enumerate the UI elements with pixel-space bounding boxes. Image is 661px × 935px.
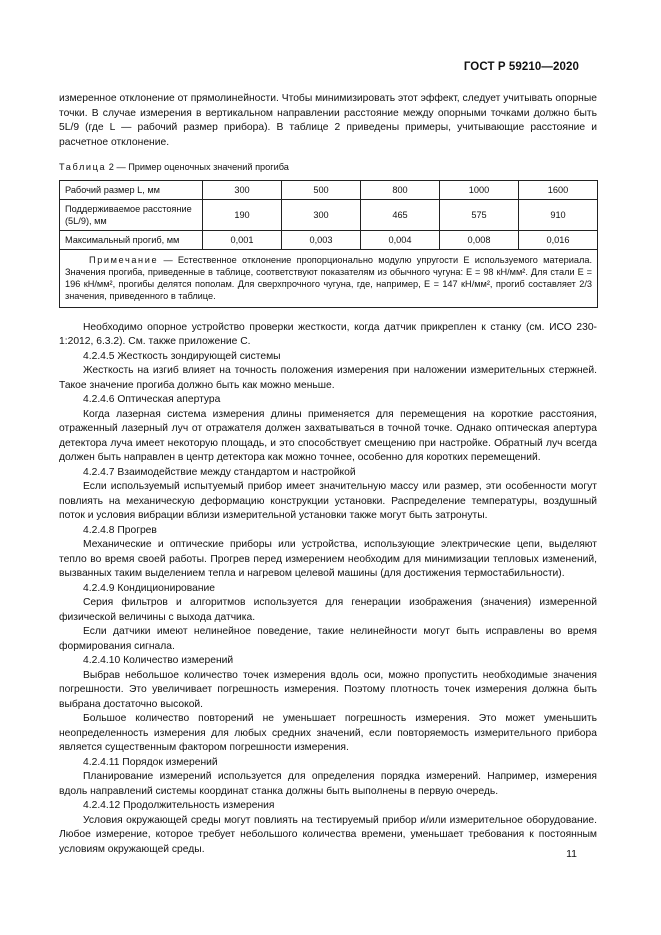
section-heading-4-2-4-12: 4.2.4.12 Продолжительность измерения [83, 800, 275, 812]
body-paragraph: Серия фильтров и алгоритмов используется для генерации изображения (значения) измеренной физической величины с выхода датчика. [59, 597, 597, 623]
body-paragraph: Большое количество повторений не уменьшает погрешность измерения. Это может уменьшить неопределенность измерения для любых средних значений, если повторяемость измерительного прибора является существенным фактором погрешности измерения. [59, 713, 597, 754]
section-heading-4-2-4-7: 4.2.4.7 Взаимодействие между стандартом и настройкой [83, 466, 356, 478]
table-note-text: — Естественное отклонение пропорционально модулю упругости E используемого материала. Значения прогиба, приведенные в таблице, соответствуют показателям из обычного чугуна: E = 98 кН/мм². Для стали E = 196 кН/мм², прогибы делятся пополам. Для сверхпрочного чугуна, где, например, E = 147 кН/мм², прогиб составляет 2/3 значения, приведенного в таблице. [65, 254, 592, 302]
table-note-label: Примечание [89, 254, 159, 265]
table-cell: 500 [282, 180, 361, 199]
table-row [60, 230, 598, 249]
body-paragraph: Выбрав небольшое количество точек измерения вдоль оси, можно пропустить необходимые значения погрешности. Это увеличивает погрешность измерения. Поэтому плотность точек измерения должна быть выбрана достаточно высокой. [59, 669, 597, 710]
document-id-header: ГОСТ Р 59210—2020 [463, 61, 579, 73]
row-header-max-deflection: Максимальный прогиб, мм [60, 230, 203, 249]
table-cell: 300 [282, 199, 361, 230]
section-heading-4-2-4-9: 4.2.4.9 Кондиционирование [83, 582, 216, 594]
section-heading-4-2-4-5: 4.2.4.5 Жесткость зондирующей системы [83, 350, 281, 362]
section-heading-4-2-4-8: 4.2.4.8 Прогрев [83, 524, 157, 536]
table-cell: 800 [361, 180, 440, 199]
table-cell: 0,016 [519, 230, 598, 249]
table-row [60, 180, 598, 199]
table-cell: 0,003 [282, 230, 361, 249]
section-heading-4-2-4-6: 4.2.4.6 Оптическая апертура [83, 394, 221, 406]
table-row [60, 199, 598, 230]
body-paragraph: Необходимо опорное устройство проверки жесткости, когда датчик прикреплен к станку (см. ИСО 230-1:2012, 6.3.2). См. также приложение С. [59, 321, 597, 348]
body-paragraph: Условия окружающей среды могут повлиять на тестируемый прибор и/или измерительное оборудование. Любое измерение, которое требует небольшого количества времени, уменьшает требования к постоянным условиям окружающей среды. [59, 814, 597, 855]
table-cell: 0,001 [203, 230, 282, 249]
body-paragraph: Если датчики имеют нелинейное поведение, такие нелинейности могут быть исправлены во время формирования сигнала. [59, 626, 597, 652]
table-cell: 575 [440, 199, 519, 230]
body-paragraph: Механические и оптические приборы или устройства, использующие электрические цепи, выделяют тепло во время своей работы. Прогрев перед измерением необходим для минимизации тепловых изменений, вызванных таким выделением тепла и нагревом целевой машины (для достижения термостабильности). [59, 539, 597, 580]
table-cell: 0,008 [440, 230, 519, 249]
section-heading-4-2-4-11: 4.2.4.11 Порядок измерений [83, 756, 218, 768]
table-caption-label: Таблица [59, 162, 107, 172]
table-cell: 465 [361, 199, 440, 230]
table-cell: 1000 [440, 180, 519, 199]
page-number: 11 [566, 848, 577, 860]
table-cell: 0,004 [361, 230, 440, 249]
intro-paragraph: измеренное отклонение от прямолинейности. Чтобы минимизировать этот эффект, следует учитывать опорные точки. В случае измерения в вертикальном направлении расстояние между опорными точками должно быть 5L/9 (где L — рабочий размер прибора). В таблице 2 приведены примеры, учитывающие расстояние и расчетное отклонение. [59, 93, 597, 148]
body-paragraph: Когда лазерная система измерения длины применяется для перемещения на короткие расстояния, отраженный лазерный луч от отражателя должен захватываться в точной точке. Однако оптическая апертура детектора луча имеет некоторую площадь, и это способствует смещению при настройке. Обратный луч всегда должен быть направлен в центр детектора как можно точнее, особенно для коротких перемещений. [59, 408, 597, 464]
table-caption [59, 160, 597, 175]
deflection-table [59, 180, 598, 308]
table-caption-text: 2 — Пример оценочных значений прогиба [106, 162, 289, 172]
body-paragraph: Жесткость на изгиб влияет на точность положения измерения при наложении измерительных стержней. Такое значение прогиба должно быть как можно меньше. [59, 365, 597, 391]
section-heading-4-2-4-10: 4.2.4.10 Количество измерений [83, 655, 234, 667]
row-header-support-distance: Поддерживаемое расстояние (5L/9), мм [60, 199, 203, 230]
table-note [60, 249, 598, 307]
table-cell: 910 [519, 199, 598, 230]
table-cell: 300 [203, 180, 282, 199]
table-note-row [60, 249, 598, 307]
body-paragraph: Планирование измерений используется для определения порядка измерений. Например, измерения вдоль направлений системы координат станка должны быть выполнены в первую очередь. [59, 771, 597, 797]
row-header-working-size: Рабочий размер L, мм [60, 180, 203, 199]
body-paragraph: Если используемый испытуемый прибор имеет значительную массу или размер, эти особенности могут повлиять на механическую деформацию конструкции установки. Распределение температуры, воздушный поток и условия вибрации вблизи измерительной установки также могут быть затронуты. [59, 481, 597, 522]
page-content [59, 92, 597, 857]
table-cell: 1600 [519, 180, 598, 199]
table-cell: 190 [203, 199, 282, 230]
